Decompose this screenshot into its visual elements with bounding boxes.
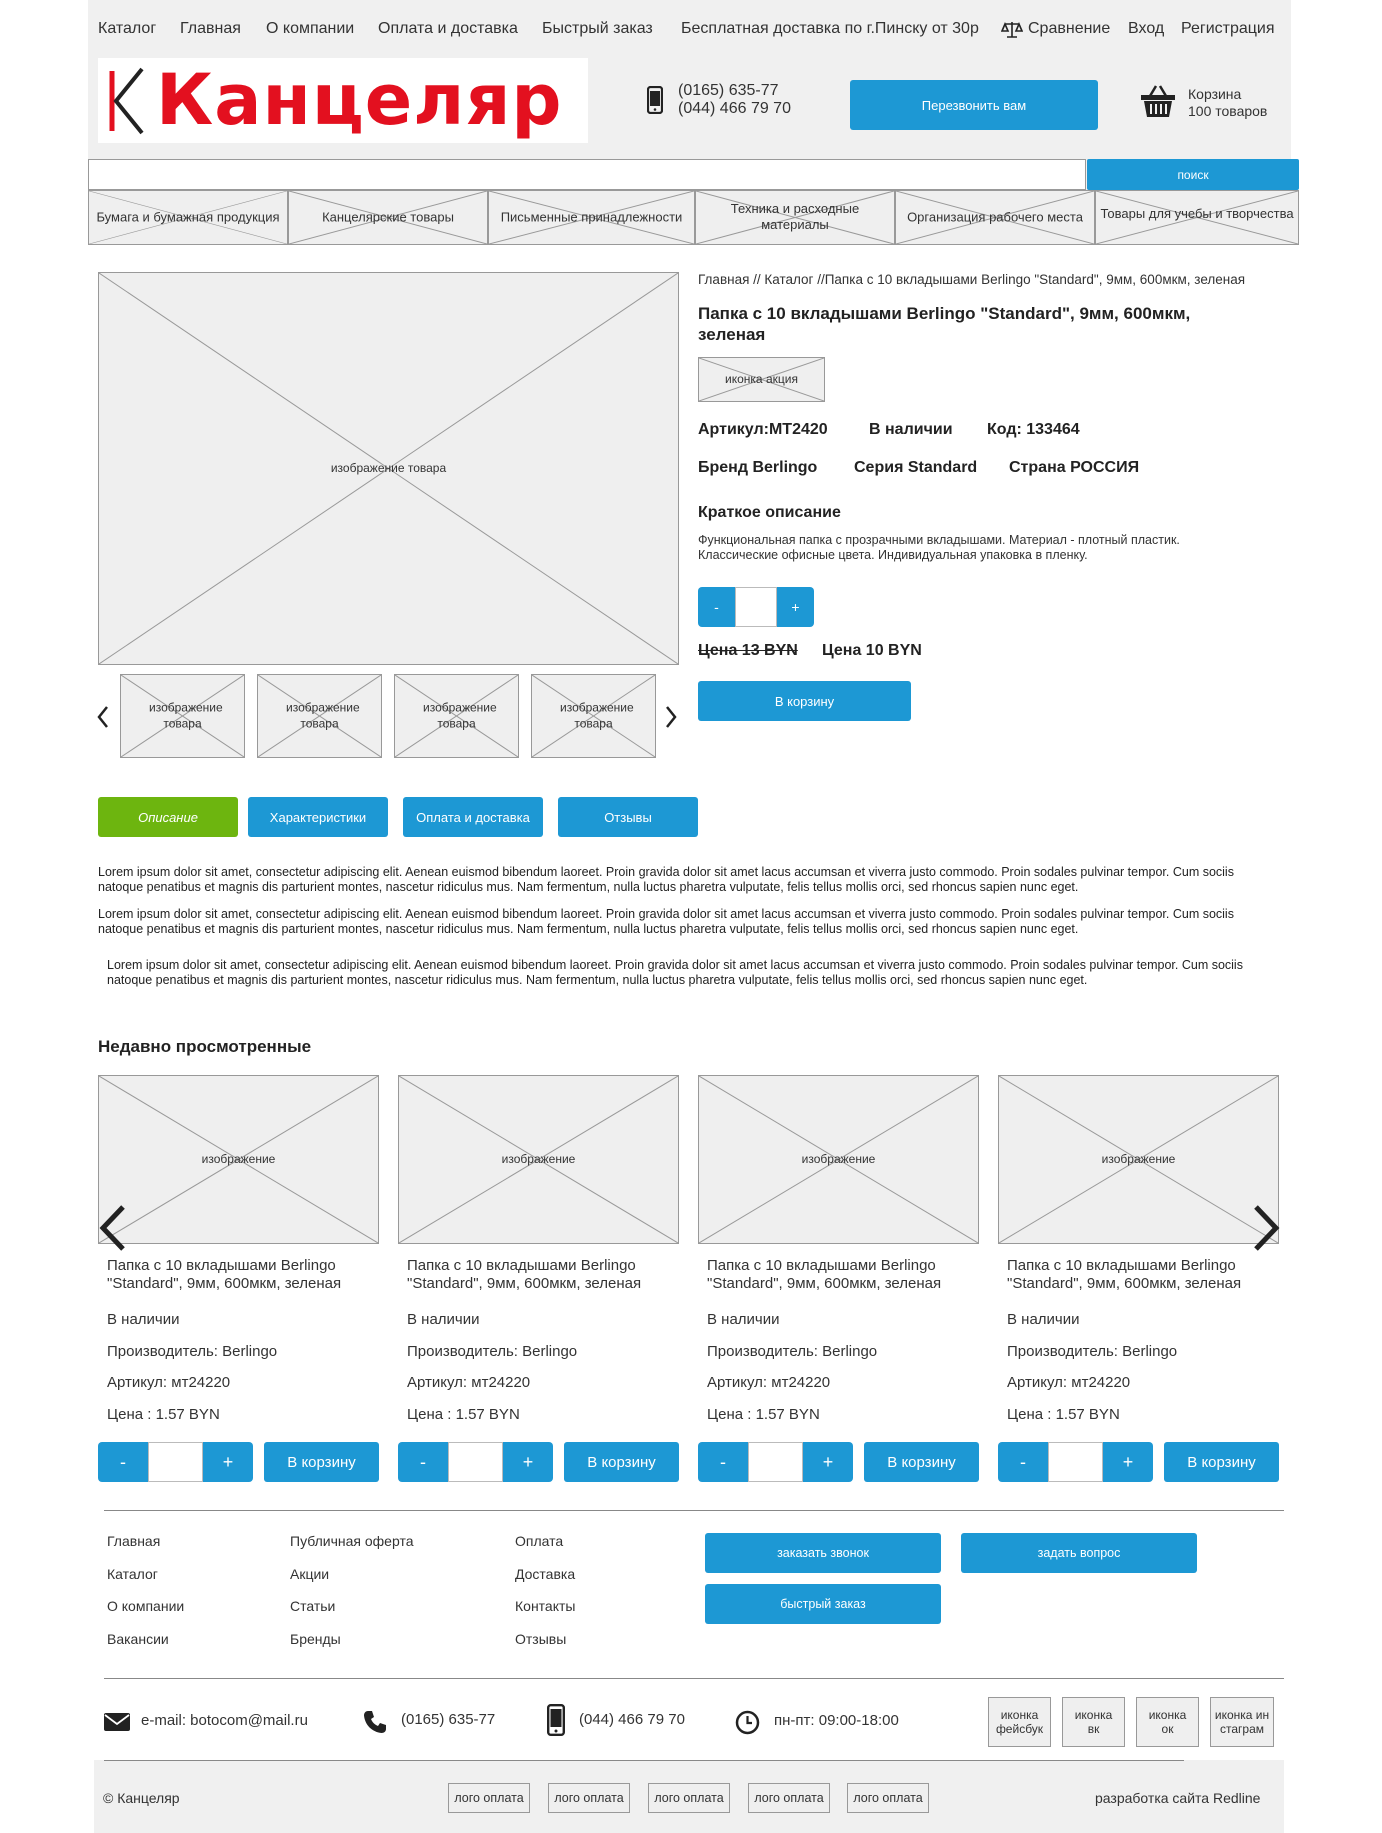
product-thumbnail[interactable] <box>257 674 382 758</box>
promo-icon-label: иконка акция <box>725 371 798 386</box>
payment-logo <box>548 1783 630 1813</box>
product-brand: Бренд Berlingo <box>698 459 818 476</box>
quantity-input[interactable] <box>748 1442 803 1482</box>
recent-product-price: Цена : 1.57 BYN <box>707 1406 820 1423</box>
instagram-icon[interactable] <box>1210 1697 1274 1747</box>
facebook-icon-label: иконка фейсбук <box>995 1707 1044 1736</box>
mobile-phone-icon <box>547 1704 565 1736</box>
order-call-button[interactable]: заказать звонок <box>705 1533 941 1573</box>
product-title: Папка с 10 вкладышами Berlingo "Standard", 9мм, 600мкм, зеленая <box>698 304 1191 344</box>
recent-product-availability: В наличии <box>107 1311 180 1328</box>
callback-button[interactable]: Перезвонить вам <box>850 80 1098 130</box>
cart-title[interactable]: Корзина <box>1188 86 1242 102</box>
product-thumbnail[interactable] <box>120 674 245 758</box>
breadcrumb[interactable]: Главная // Каталог //Папка с 10 вкладышами Berlingo "Standard", 9мм, 600мкм, зеленая <box>698 272 1246 287</box>
recent-product-name[interactable]: Папка с 10 вкладышами Berlingo "Standard", 9мм, 600мкм, зеленая <box>707 1257 942 1292</box>
quick-order-button[interactable]: быстрый заказ <box>705 1584 941 1624</box>
recent-product-image[interactable] <box>98 1075 379 1244</box>
tab-description[interactable]: Описание <box>98 797 238 837</box>
tab-payment-delivery[interactable]: Оплата и доставка <box>403 797 543 837</box>
thumb-prev-arrow-icon[interactable] <box>96 705 110 729</box>
recent-product-article: Артикул: мт24220 <box>707 1374 831 1391</box>
footer-link-about[interactable]: О компании <box>107 1598 185 1614</box>
footer-link-catalog[interactable]: Каталог <box>107 1566 158 1582</box>
recent-product-image[interactable] <box>398 1075 679 1244</box>
product-series: Серия Standard <box>854 459 978 476</box>
recent-product-name[interactable]: Папка с 10 вкладышами Berlingo "Standard", 9мм, 600мкм, зеленая <box>1007 1257 1242 1292</box>
footer-divider <box>104 1510 1284 1511</box>
payment-logo-label: лого оплата <box>554 1791 624 1805</box>
thumb-next-arrow-icon[interactable] <box>664 705 678 729</box>
recent-product-article: Артикул: мт24220 <box>107 1374 231 1391</box>
footer-link-vacancies[interactable]: Вакансии <box>107 1631 169 1647</box>
category-paper[interactable] <box>88 190 288 245</box>
copyright: © Канцеляр <box>103 1790 180 1806</box>
product-country: Страна РОССИЯ <box>1009 459 1140 476</box>
recent-quantity-stepper <box>998 1442 1153 1482</box>
recent-product-maker: Производитель: Berlingo <box>1007 1343 1178 1360</box>
footer-link-delivery[interactable]: Доставка <box>515 1566 576 1582</box>
quantity-plus-button[interactable]: + <box>1103 1442 1153 1482</box>
footer-link-home[interactable]: Главная <box>107 1533 161 1549</box>
product-thumbnail[interactable] <box>531 674 656 758</box>
product-code: Код: 133464 <box>987 421 1080 438</box>
recent-add-to-cart-button[interactable]: В корзину <box>564 1442 679 1482</box>
vk-icon-label: иконка вк <box>1074 1707 1113 1736</box>
image-label: изображение товара <box>560 700 634 730</box>
recent-quantity-stepper <box>698 1442 853 1482</box>
quantity-input[interactable] <box>148 1442 203 1482</box>
footer-email[interactable]: e-mail: botocom@mail.ru <box>141 1712 308 1729</box>
category-stationery[interactable] <box>288 190 488 245</box>
quantity-minus-button[interactable]: - <box>698 1442 748 1482</box>
recent-product-article: Артикул: мт24220 <box>1007 1374 1131 1391</box>
payment-logo-label: лого оплата <box>654 1791 724 1805</box>
category-label: Товары для учебы и творчества <box>1100 205 1294 221</box>
short-description-title: Краткое описание <box>698 504 841 521</box>
recent-product-name[interactable]: Папка с 10 вкладышами Berlingo "Standard", 9мм, 600мкм, зеленая <box>107 1257 342 1292</box>
footer-link-brands[interactable]: Бренды <box>290 1631 341 1647</box>
payment-logo-label: лого оплата <box>853 1791 923 1805</box>
logo-mark-icon <box>102 61 152 141</box>
logo-text: Канцеляр <box>156 59 563 141</box>
recent-product-maker: Производитель: Berlingo <box>407 1343 578 1360</box>
image-label: изображение <box>1101 1151 1176 1166</box>
header-phone-1[interactable]: (0165) 635-77 <box>678 82 779 99</box>
ok-icon-label: иконка ок <box>1148 1707 1187 1736</box>
vk-icon[interactable] <box>1062 1697 1125 1747</box>
short-description-text: Функциональная папка с прозрачными вкладышами. Материал - плотный пластик. Классические офисные цвета. Индивидуальная упаковка в пленку. <box>698 533 1180 562</box>
nav-home[interactable]: Главная <box>180 20 241 37</box>
recent-product-availability: В наличии <box>707 1311 780 1328</box>
product-thumbnail[interactable] <box>394 674 519 758</box>
footer-link-articles[interactable]: Статьи <box>290 1598 336 1614</box>
quantity-minus-button[interactable]: - <box>998 1442 1048 1482</box>
description-paragraph: Lorem ipsum dolor sit amet, consectetur adipiscing elit. Aenean euismod bibendum laoreet. Proin gravida dolor sit amet lacus accumsan et viverra justo commodo. Proin sodales pulvinar tempor. Cum sociis natoque penatibus et magnis dis parturient montes, nascetur ridiculus mus. Nam fermentum, nulla luctus pharetra vulputate, felis tellus mollis orci, sed rhoncus sapien nunc eget. <box>107 958 1243 987</box>
quantity-input[interactable] <box>735 587 777 627</box>
category-label: Техника и расходные материалы <box>730 200 860 233</box>
recent-add-to-cart-button[interactable]: В корзину <box>1164 1442 1279 1482</box>
recent-add-to-cart-button[interactable]: В корзину <box>864 1442 979 1482</box>
image-label: изображение товара <box>286 700 360 730</box>
image-label: изображение <box>201 1151 276 1166</box>
nav-register[interactable]: Регистрация <box>1181 20 1275 37</box>
image-label: изображение товара <box>423 700 497 730</box>
recent-quantity-stepper <box>98 1442 253 1482</box>
ask-question-button[interactable]: задать вопрос <box>961 1533 1197 1573</box>
recent-add-to-cart-button[interactable]: В корзину <box>264 1442 379 1482</box>
category-label: Канцелярские товары <box>322 209 454 225</box>
category-workplace[interactable] <box>895 190 1095 245</box>
cart-count: 100 товаров <box>1188 103 1268 119</box>
footer-working-hours: пн-пт: 09:00-18:00 <box>774 1712 899 1729</box>
header-phone-2[interactable]: (044) 466 79 70 <box>678 100 791 117</box>
product-main-image[interactable] <box>98 272 679 665</box>
payment-logo <box>847 1783 929 1813</box>
nav-login[interactable]: Вход <box>1128 20 1165 37</box>
ok-icon[interactable] <box>1136 1697 1199 1747</box>
logo[interactable] <box>98 58 588 143</box>
category-label: Бумага и бумажная продукция <box>96 209 280 225</box>
quantity-input[interactable] <box>1048 1442 1103 1482</box>
footer-link-contacts[interactable]: Контакты <box>515 1598 576 1614</box>
quantity-plus-button[interactable]: + <box>777 587 814 627</box>
add-to-cart-button[interactable]: В корзину <box>698 681 911 721</box>
product-availability: В наличии <box>869 421 953 438</box>
footer-divider <box>104 1678 1284 1679</box>
description-paragraph: Lorem ipsum dolor sit amet, consectetur adipiscing elit. Aenean euismod bibendum laoreet. Proin gravida dolor sit amet lacus accumsan et viverra justo commodo. Proin sodales pulvinar tempor. Cum sociis natoque penatibus et magnis dis parturient montes, nascetur ridiculus mus. Nam fermentum, nulla luctus pharetra vulputate, felis tellus mollis orci, sed rhoncus sapien nunc eget. <box>98 907 1234 936</box>
category-creativity[interactable] <box>1095 190 1299 245</box>
quantity-input[interactable] <box>448 1442 503 1482</box>
product-article: Артикул:МТ2420 <box>698 421 828 438</box>
old-price: Цена 13 BYN <box>698 642 798 659</box>
recent-product-maker: Производитель: Berlingo <box>107 1343 278 1360</box>
search-input[interactable] <box>88 159 1086 190</box>
recent-product-price: Цена : 1.57 BYN <box>1007 1406 1120 1423</box>
nav-compare[interactable]: Сравнение <box>1028 20 1111 37</box>
category-label: Письменные принадлежности <box>500 209 683 225</box>
description-paragraph: Lorem ipsum dolor sit amet, consectetur adipiscing elit. Aenean euismod bibendum laoreet. Proin gravida dolor sit amet lacus accumsan et viverra justo commodo. Proin sodales pulvinar tempor. Cum sociis natoque penatibus et magnis dis parturient montes, nascetur ridiculus mus. Nam fermentum, nulla luctus pharetra vulputate, felis tellus mollis orci, sed rhoncus sapien nunc eget. <box>98 865 1234 894</box>
clock-icon <box>735 1710 760 1735</box>
cart-basket-icon[interactable] <box>1140 84 1176 118</box>
facebook-icon[interactable] <box>988 1697 1051 1747</box>
payment-logo-label: лого оплата <box>754 1791 824 1805</box>
recent-product-article: Артикул: мт24220 <box>407 1374 531 1391</box>
footer-link-promotions[interactable]: Акции <box>290 1566 330 1582</box>
footer-link-offer[interactable]: Публичная оферта <box>290 1533 414 1549</box>
category-tech[interactable] <box>695 190 895 245</box>
phone-handset-icon <box>363 1710 387 1734</box>
recent-product-availability: В наличии <box>407 1311 480 1328</box>
current-price: Цена 10 BYN <box>822 642 922 659</box>
carousel-next-arrow-icon[interactable] <box>1251 1203 1283 1253</box>
payment-logo <box>448 1783 530 1813</box>
nav-free-delivery[interactable]: Бесплатная доставка по г.Пинску от 30р <box>681 20 979 37</box>
image-label: изображение товара <box>149 700 223 730</box>
top-nav <box>98 20 1288 42</box>
recent-title: Недавно просмотренные <box>98 1037 312 1056</box>
search-button[interactable]: поиск <box>1087 159 1299 190</box>
tab-reviews[interactable]: Отзывы <box>558 797 698 837</box>
quantity-plus-button[interactable]: + <box>203 1442 253 1482</box>
quantity-minus-button[interactable]: - <box>398 1442 448 1482</box>
recent-product-image[interactable] <box>998 1075 1279 1244</box>
nav-payment-delivery[interactable]: Оплата и доставка <box>378 20 518 37</box>
instagram-icon-label: иконка инстаграм <box>1214 1707 1270 1736</box>
scales-icon <box>1001 20 1023 40</box>
payment-logo <box>748 1783 830 1813</box>
category-label: Организация рабочего места <box>907 209 1083 225</box>
quantity-minus-button[interactable]: - <box>698 587 735 627</box>
footer-link-reviews[interactable]: Отзывы <box>515 1631 567 1647</box>
image-label: изображение <box>801 1151 876 1166</box>
footer-phone-2[interactable]: (044) 466 79 70 <box>579 1711 685 1728</box>
category-writing[interactable] <box>488 190 695 245</box>
carousel-prev-arrow-icon[interactable] <box>96 1203 128 1253</box>
mobile-phone-icon <box>647 86 663 114</box>
payment-logo-label: лого оплата <box>454 1791 524 1805</box>
image-label: изображение товара <box>330 460 447 475</box>
footer-link-payment[interactable]: Оплата <box>515 1533 564 1549</box>
recent-product-maker: Производитель: Berlingo <box>707 1343 878 1360</box>
product-quantity-stepper <box>698 587 814 627</box>
recent-quantity-stepper <box>398 1442 553 1482</box>
quantity-plus-button[interactable]: + <box>803 1442 853 1482</box>
recent-product-price: Цена : 1.57 BYN <box>107 1406 220 1423</box>
promo-icon <box>698 357 825 402</box>
email-icon <box>104 1713 130 1731</box>
payment-logo <box>648 1783 730 1813</box>
recent-product-availability: В наличии <box>1007 1311 1080 1328</box>
tab-characteristics[interactable]: Характеристики <box>248 797 388 837</box>
footer-phone-1[interactable]: (0165) 635-77 <box>401 1711 496 1728</box>
quantity-minus-button[interactable]: - <box>98 1442 148 1482</box>
nav-quick-order[interactable]: Быстрый заказ <box>542 20 653 37</box>
image-label: изображение <box>501 1151 576 1166</box>
nav-catalog[interactable]: Каталог <box>98 20 157 37</box>
developer-credit[interactable]: разработка сайта Redline <box>1095 1790 1261 1806</box>
nav-about[interactable]: О компании <box>266 20 355 37</box>
quantity-plus-button[interactable]: + <box>503 1442 553 1482</box>
recent-product-price: Цена : 1.57 BYN <box>407 1406 520 1423</box>
recent-product-name[interactable]: Папка с 10 вкладышами Berlingo "Standard", 9мм, 600мкм, зеленая <box>407 1257 642 1292</box>
recent-product-image[interactable] <box>698 1075 979 1244</box>
bottom-divider <box>104 1760 1184 1761</box>
